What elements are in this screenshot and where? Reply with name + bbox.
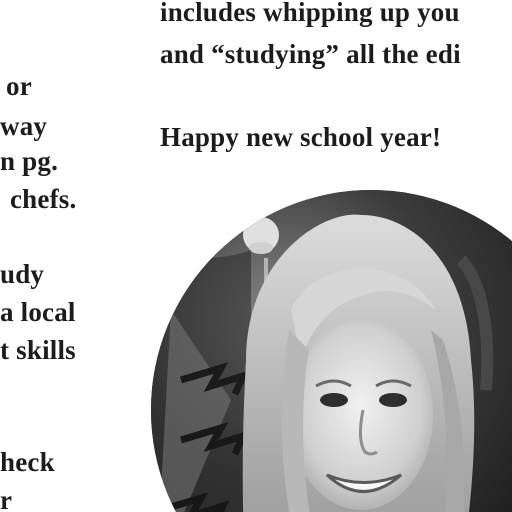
body-text-line: includes whipping up you (160, 0, 460, 27)
author-photo (151, 190, 512, 512)
left-text-line: heck (0, 447, 55, 477)
body-text-line: and “studying” all the edi (160, 39, 461, 69)
left-text-line: chefs. (10, 184, 77, 214)
portrait-illustration (151, 190, 512, 512)
left-text-line: way (0, 111, 48, 141)
left-text-line: r (0, 485, 13, 512)
left-text-line: or (6, 71, 32, 101)
left-text-line: udy (0, 259, 45, 289)
closing-line: Happy new school year! (160, 122, 442, 152)
left-text-line: t skills (0, 335, 76, 365)
left-text-line: a local (0, 297, 76, 327)
left-text-line: n pg. (0, 146, 59, 176)
